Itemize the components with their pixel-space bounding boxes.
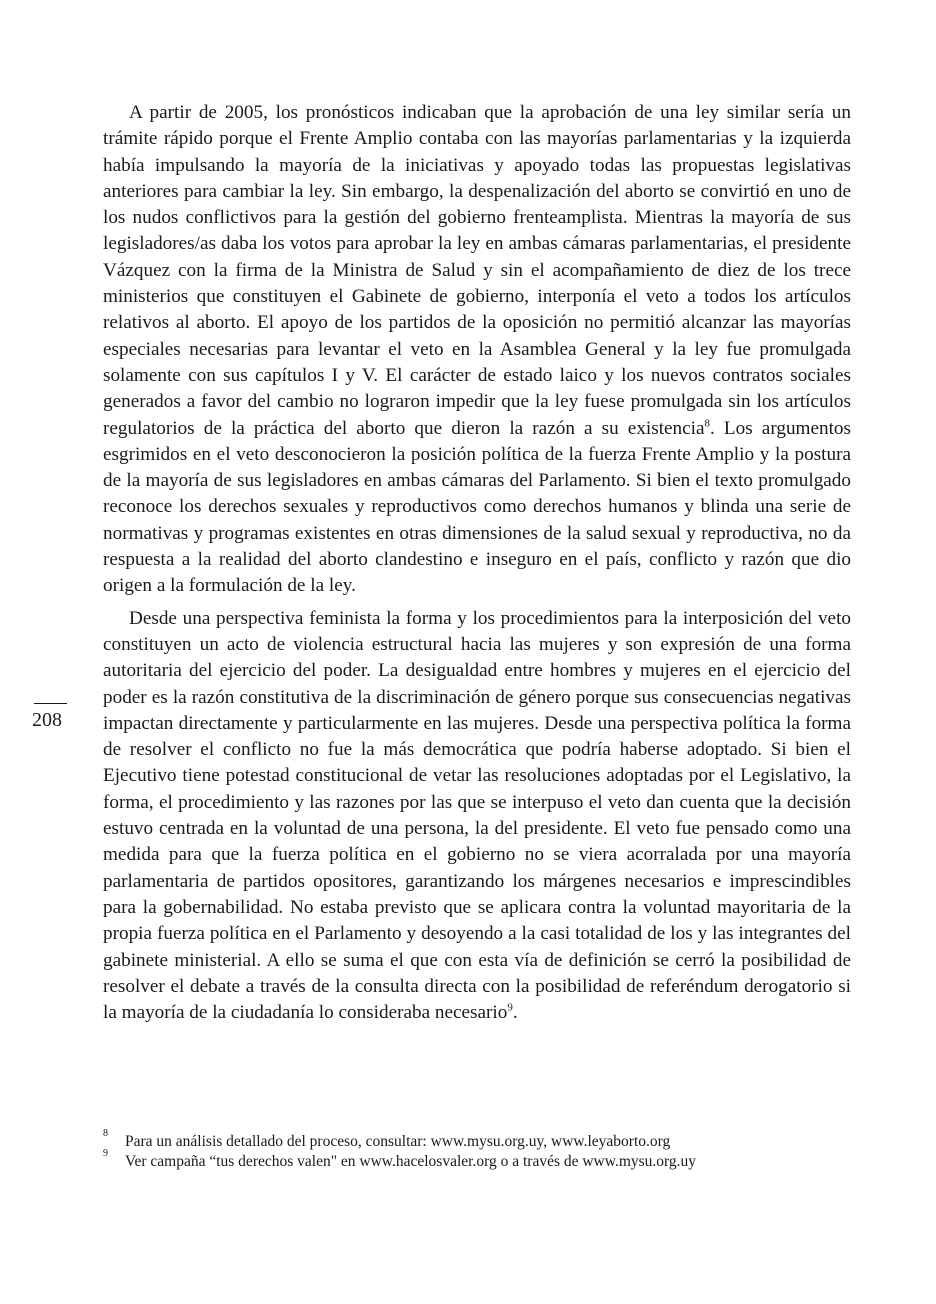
paragraph-1-text-continued: . Los argumentos esgrimidos en el veto desconocieron la posición política de la fuerza Frente Amplio y la postura de la mayoría de sus legisladores en ambas cámaras del Parlamento. Si bien el texto promulgado reconoce los derechos sexuales y reproductivos como derechos humanos y blinda una serie de normativas y programas existentes en otras dimensiones de la salud sexual y reproductiva, no da respuesta a la realidad del aborto clandestino e inseguro en el país, conflicto y razón que dio origen a la formulación de la ley. (103, 417, 851, 597)
paragraph-1 (103, 100, 851, 600)
footnote-mark: 9 (103, 1148, 108, 1159)
footnotes (103, 1128, 863, 1172)
footnote-ref-9: 9 (507, 1001, 513, 1014)
paragraph-1-text: A partir de 2005, los pronósticos indicaban que la aprobación de una ley similar sería un trámite rápido porque el Frente Amplio contaba con las mayorías parlamentarias y la izquierda había impulsando la mayoría de la iniciativas y apoyado todas las propuestas legislativas anteriores para cambiar la ley. Sin embargo, la despenalización del aborto se convirtió en uno de los nudos conflictivos para la gestión del gobierno frenteamplista. Mientras la mayoría de sus legisladores/as daba los votos para aprobar la ley en ambas cámaras parlamentarias, el presidente Vázquez con la firma de la Ministra de Salud y sin el acompañamiento de diez de los trece ministerios que constituyen el Gabinete de gobierno, interponía el veto a todos los artículos relativos al aborto. El apoyo de los partidos de la oposición no permitió alcanzar las mayorías especiales necesarias para levantar el veto en la Asamblea General y la ley fue promulgada solamente con sus capítulos I y V. El carácter de estado laico y los nuevos contratos sociales generados a favor del cambio no lograron impedir que la ley fuese promulgada sin los artículos regulatorios de la práctica del aborto que dieron la razón a su existencia (103, 102, 851, 439)
paragraph-2 (103, 606, 851, 1027)
footnote-ref-8: 8 (704, 417, 711, 430)
footnote-8 (103, 1128, 863, 1152)
footnote-9 (103, 1148, 863, 1172)
footnote-text: Para un análisis detallado del proceso, consultar: www.mysu.org.uy, www.leyaborto.org (125, 1133, 671, 1150)
body-text (103, 100, 851, 1026)
footnote-mark: 8 (103, 1128, 108, 1139)
paragraph-2-text: Desde una perspectiva feminista la forma y los procedimientos para la interposición del veto constituyen un acto de violencia estructural hacia las mujeres y son expresión de una forma autoritaria del ejercicio del poder. La desigualdad entre hombres y mujeres en el ejercicio del poder es la razón constitutiva de la discriminación de género porque sus consecuencias negativas impactan directamente y particularmente en las mujeres. Desde una perspectiva política la forma de resolver el conflicto no fue la más democrática que podría haberse adoptado. Si bien el Ejecutivo tiene potestad constitucional de vetar las resoluciones adoptadas por el Legislativo, la forma, el procedimiento y las razones por las que se interpuso el veto dan cuenta que la decisión estuvo centrada en la voluntad de una persona, la del presidente. El veto fue pensado como una medida para que la fuerza política en el gobierno no se viera acorralada por una mayoría parlamentaria de partidos opositores, garantizando los márgenes necesarios e imprescindibles para la gobernabilidad. No estaba previsto que se aplicara contra la voluntad mayoritaria de la propia fuerza política en el Parlamento y desoyendo a la casi totalidad de los y las integrantes del gabinete ministerial. A ello se suma el que con esta vía de definición se cerró la posibilidad de resolver el debate a través de la consulta directa con la posibilidad de referéndum derogatorio si la mayoría de la ciudadanía lo consideraba necesario (103, 607, 851, 1024)
page-number-rule (34, 703, 67, 704)
paragraph-2-text-continued: . (512, 1002, 518, 1024)
footnote-text: Ver campaña “tus derechos valen" en www.hacelosvaler.org o a través de www.mysu.org.uy (125, 1153, 697, 1170)
page-number: 208 (32, 709, 62, 731)
